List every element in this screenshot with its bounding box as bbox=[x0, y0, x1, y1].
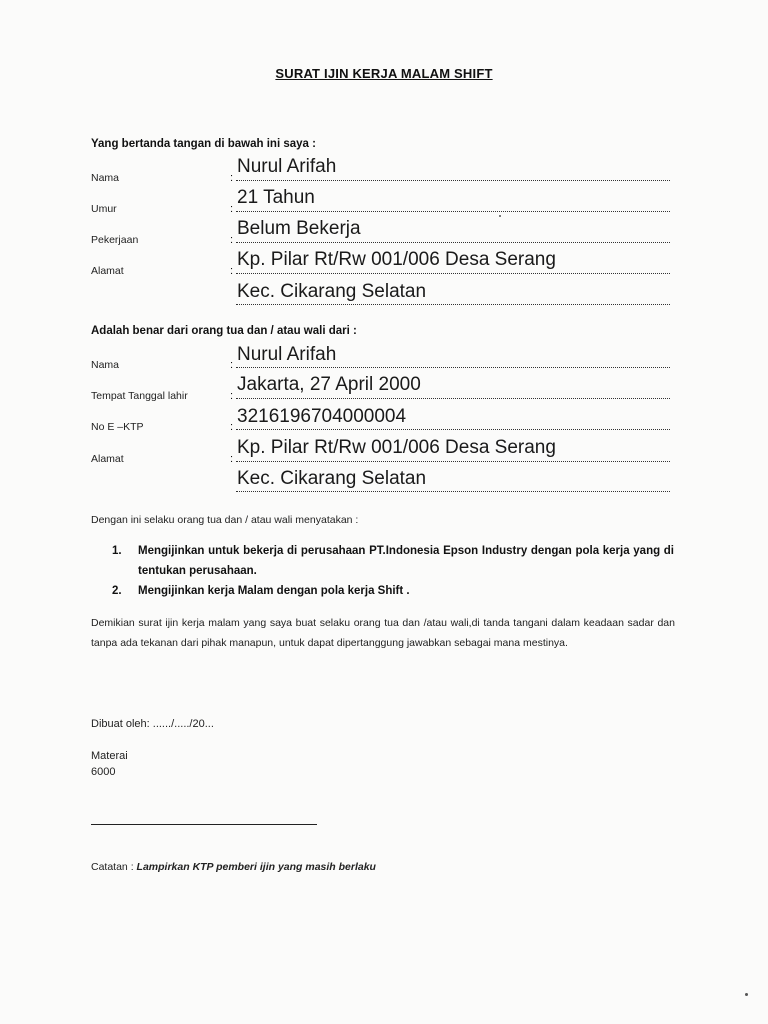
note-label: Catatan : bbox=[91, 861, 134, 873]
note-text: Lampirkan KTP pemberi ijin yang masih berlaku bbox=[136, 861, 376, 873]
statement-item bbox=[112, 581, 674, 601]
note bbox=[91, 861, 376, 873]
statement-list bbox=[112, 541, 674, 601]
colon: : bbox=[230, 359, 234, 371]
s2-nama-label: Nama bbox=[91, 359, 120, 371]
dotted-line bbox=[236, 180, 670, 181]
dotted-line bbox=[236, 211, 670, 212]
statement-text: Mengijinkan kerja Malam dengan pola kerja Shift . bbox=[138, 585, 410, 597]
dotted-line bbox=[236, 367, 670, 368]
materai-value: 6000 bbox=[91, 766, 116, 778]
declaration-intro: Dengan ini selaku orang tua dan / atau wali menyatakan : bbox=[91, 514, 359, 526]
colon: : bbox=[230, 265, 234, 277]
dotted-line bbox=[236, 461, 670, 462]
dotted-line bbox=[236, 429, 670, 430]
closing-paragraph: Demikian surat ijin kerja malam yang saya buat selaku orang tua dan /atau wali,di tanda tangani dalam keadaan sadar dan tanpa ada tekanan dari pihak manapun, untuk dapat dipertanggung jawabkan sebagai mana mestinya. bbox=[91, 617, 675, 649]
statement-item bbox=[112, 541, 674, 581]
section1-heading: Yang bertanda tangan di bawah ini saya : bbox=[91, 138, 316, 150]
section2-heading: Adalah benar dari orang tua dan / atau wali dari : bbox=[91, 325, 357, 337]
s2-alamat-value-line2: Kec. Cikarang Selatan bbox=[237, 468, 427, 489]
materai-label: Materai bbox=[91, 750, 128, 762]
title-text: SURAT IJIN KERJA MALAM SHIFT bbox=[275, 66, 493, 81]
statement-number: 1. bbox=[112, 545, 122, 557]
made-by: Dibuat oleh: ....../...../20... bbox=[91, 718, 214, 730]
s1-umur-label: Umur bbox=[91, 203, 117, 215]
colon: : bbox=[230, 172, 234, 184]
s2-alamat-label: Alamat bbox=[91, 453, 124, 465]
colon: : bbox=[230, 421, 234, 433]
s1-alamat-value-line2: Kec. Cikarang Selatan bbox=[237, 281, 427, 302]
s1-umur-value: 21 Tahun bbox=[237, 187, 315, 208]
dotted-line bbox=[236, 491, 670, 492]
s2-ektp-label: No E –KTP bbox=[91, 421, 144, 433]
s1-alamat-value-line1: Kp. Pilar Rt/Rw 001/006 Desa Serang bbox=[237, 249, 556, 270]
s1-nama-value: Nurul Arifah bbox=[237, 156, 337, 177]
scan-speck bbox=[745, 993, 748, 996]
s2-nama-value: Nurul Arifah bbox=[237, 344, 337, 365]
colon: : bbox=[230, 203, 234, 215]
dotted-line bbox=[236, 242, 670, 243]
colon: : bbox=[230, 453, 234, 465]
dotted-line bbox=[236, 398, 670, 399]
dotted-line bbox=[236, 273, 670, 274]
statement-text: Mengijinkan untuk bekerja di perusahaan PT.Indonesia Epson Industry dengan pola kerja yang di tentukan perusahaan. bbox=[138, 545, 674, 577]
s2-ttl-value: Jakarta, 27 April 2000 bbox=[237, 374, 421, 395]
page-title bbox=[0, 66, 768, 81]
s1-alamat-label: Alamat bbox=[91, 265, 124, 277]
s2-ttl-label: Tempat Tanggal lahir bbox=[91, 390, 188, 402]
s1-nama-label: Nama bbox=[91, 172, 120, 184]
statement-number: 2. bbox=[112, 585, 122, 597]
dotted-line bbox=[236, 304, 670, 305]
s1-pekerjaan-value: Belum Bekerja bbox=[237, 218, 361, 239]
s2-ektp-value: 3216196704000004 bbox=[237, 406, 407, 427]
s1-pekerjaan-label: Pekerjaan bbox=[91, 234, 139, 246]
s2-alamat-value-line1: Kp. Pilar Rt/Rw 001/006 Desa Serang bbox=[237, 437, 556, 458]
scan-speck bbox=[499, 215, 501, 217]
colon: : bbox=[230, 390, 234, 402]
colon: : bbox=[230, 234, 234, 246]
signature-line bbox=[91, 824, 317, 825]
